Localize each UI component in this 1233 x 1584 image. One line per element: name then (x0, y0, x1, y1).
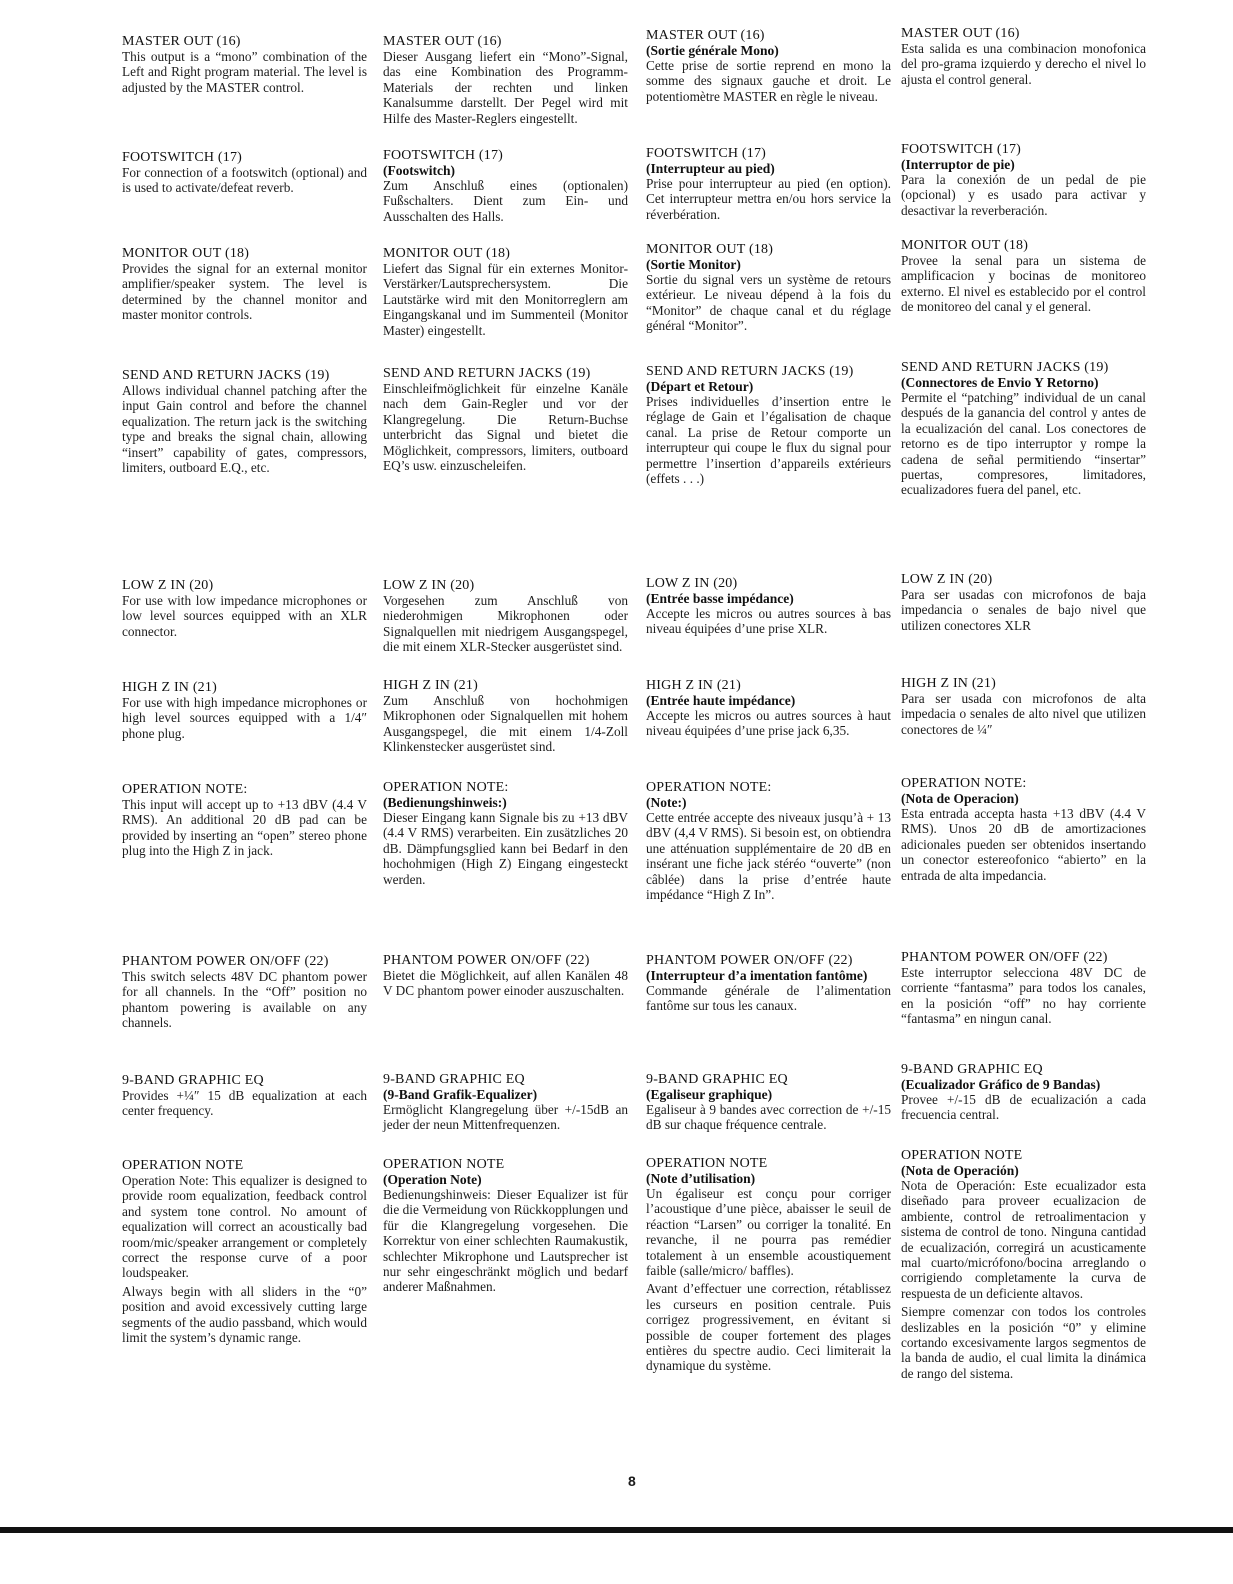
section-body: Egaliseur à 9 bandes avec correction de +/-15 dB sur chaque fréquence centrale. (646, 1102, 891, 1133)
section-body: Liefert das Signal für ein externes Monitor-Verstärker/Lautsprechersystem. Die Lautstärke wird mit den Monitorreglern am Eingangskanal und im Summenteil (Monitor Master) eingestellt. (383, 261, 628, 338)
section-phantom-power (901, 950, 1146, 1027)
section-body: This switch selects 48V DC phantom power for all channels. In the “Off” position no phantom powering is available on any channels. (122, 969, 367, 1031)
section-graphic-eq (383, 1072, 628, 1133)
section-title: PHANTOM POWER ON/OFF (22) (122, 954, 329, 969)
section-footswitch (122, 150, 367, 196)
section-title: SEND AND RETURN JACKS (19) (383, 366, 591, 381)
section-body: Allows individual channel patching after the input Gain control and before the channel equalization. The return jack is the switching type and breaks the signal chain, allowing “insert” capability of gates, compressors, limiters, outboard E.Q., etc. (122, 383, 367, 476)
section-graphic-eq (901, 1062, 1146, 1123)
section-body: Para ser usada con microfonos de alta impedacia o senales de alto nivel que utilizen conectores de ¼″ (901, 691, 1146, 737)
section-operation-note-1 (646, 780, 891, 902)
section-body: Provides +¼″ 15 dB equalization at each center frequency. (122, 1088, 367, 1119)
section-title: PHANTOM POWER ON/OFF (22) (646, 953, 853, 968)
section-title: MASTER OUT (16) (122, 34, 241, 49)
section-monitor-out (122, 246, 367, 323)
section-subtitle: (Entrée haute impédance) (646, 693, 796, 708)
section-master-out (646, 28, 891, 104)
section-low-z (646, 576, 891, 637)
section-title: 9-BAND GRAPHIC EQ (383, 1072, 525, 1087)
section-send-return (646, 364, 891, 486)
section-body: Un égaliseur est conçu pour corriger l’acoustique d’une pièce, abaisser le seuil de réaction “Larsen” ou corriger la tonalité. En revanche, il ne pourra pas remédier totalement à un ensemble acoustiquement faible (salle/micro/ baffles). (646, 1186, 891, 1279)
section-phantom-power (122, 954, 367, 1031)
section-title: MASTER OUT (16) (646, 28, 765, 43)
section-title: 9-BAND GRAPHIC EQ (901, 1062, 1043, 1077)
section-body: Provee la senal para un sistema de amplificacion y bocinas de monitoreo externo. El nivel es establecido por el control de monitoreo del canal y el general. (901, 253, 1146, 315)
section-send-return (122, 368, 367, 475)
section-body: Bietet die Möglichkeit, auf allen Kanälen 48 V DC phantom power einoder auszuschalten. (383, 968, 628, 999)
section-subtitle: (Nota de Operación) (901, 1163, 1019, 1178)
section-body: Accepte les micros ou autres sources à haut niveau équipées d’une prise jack 6,35. (646, 708, 891, 739)
section-title: LOW Z IN (20) (646, 576, 738, 591)
section-footswitch (901, 142, 1146, 218)
section-title: MASTER OUT (16) (383, 34, 502, 49)
section-operation-note-2 (901, 1148, 1146, 1381)
section-high-z (901, 676, 1146, 737)
section-operation-note-2 (122, 1158, 367, 1345)
section-title: OPERATION NOTE: (646, 780, 772, 795)
section-master-out (122, 34, 367, 95)
section-body: Permite el “patching” individual de un canal después de la ganancia del control y antes de la ecualización del canal. Los conectores de retorno es de tipo interruptor y rompe la cadena de señal permitiendo “insertar” puertas, compresores, limitadores, ecualizadores fuera del panel, etc. (901, 390, 1146, 498)
section-title: LOW Z IN (20) (122, 578, 214, 593)
section-title: OPERATION NOTE (383, 1157, 505, 1172)
section-title: SEND AND RETURN JACKS (19) (646, 364, 854, 379)
section-subtitle: (Départ et Retour) (646, 379, 754, 394)
section-title: HIGH Z IN (21) (901, 676, 996, 691)
section-body: Cette prise de sortie reprend en mono la somme des signaux gauche et droit. Le potentiomètre MASTER en règle le niveau. (646, 58, 891, 104)
section-monitor-out (383, 246, 628, 338)
section-body: Dieser Eingang kann Signale bis zu +13 dBV (4.4 V RMS) verarbeiten. Ein zusätzliches 20 dB. Dämpfungsglied kann bei Bedarf in den hochohmigen (High Z) Eingang eingesteckt werden. (383, 810, 628, 887)
section-title: PHANTOM POWER ON/OFF (22) (383, 953, 590, 968)
section-title: PHANTOM POWER ON/OFF (22) (901, 950, 1108, 965)
section-body: Esta entrada accepta hasta +13 dBV (4.4 V RMS). Unos 20 dB de amortizaciones adicionales pueden ser obtenidos insertando un conector estereofonico “abierto” en la entrada de alta impedancia. (901, 806, 1146, 883)
section-subtitle: (Note d’utilisation) (646, 1171, 756, 1186)
section-send-return (901, 360, 1146, 498)
section-subtitle: (Note:) (646, 795, 687, 810)
section-body: Provides the signal for an external monitor amplifier/speaker system. The level is determined by the channel monitor and master monitor controls. (122, 261, 367, 323)
section-title: SEND AND RETURN JACKS (19) (122, 368, 330, 383)
section-low-z (383, 578, 628, 655)
section-title: HIGH Z IN (21) (383, 678, 478, 693)
section-body: This output is a “mono” combination of the Left and Right program material. The level is adjusted by the MASTER control. (122, 49, 367, 95)
section-title: 9-BAND GRAPHIC EQ (646, 1072, 788, 1087)
section-body-2: Always begin with all sliders in the “0” position and avoid excessively cutting large segments of the audio passband, which would limit the system’s dynamic range. (122, 1283, 367, 1346)
section-phantom-power (383, 953, 628, 999)
section-operation-note-2 (646, 1156, 891, 1374)
section-subtitle: (Ecualizador Gráfico de 9 Bandas) (901, 1077, 1101, 1092)
section-subtitle: (Footswitch) (383, 163, 455, 178)
section-title: OPERATION NOTE: (901, 776, 1027, 791)
section-subtitle: (Nota de Operacion) (901, 791, 1019, 806)
section-operation-note-1 (383, 780, 628, 887)
section-body: This input will accept up to +13 dBV (4.4 V RMS). An additional 20 dB pad can be provided by inserting an “open” stereo phone plug into the High Z in jack. (122, 797, 367, 859)
section-body: For use with high impedance microphones or high level sources equipped with a 1/4″ phone plug. (122, 695, 367, 741)
section-title: HIGH Z IN (21) (646, 678, 741, 693)
section-title: LOW Z IN (20) (901, 572, 993, 587)
bottom-rule (0, 1527, 1233, 1533)
section-body: Vorgesehen zum Anschluß von niederohmigen Mikrophonen oder Signalquellen mit niedrigem Ausgangspegel, die mit einem XLR-Stecker ausgerüstet sind. (383, 593, 628, 655)
section-body: Einschleifmöglichkeit für einzelne Kanäle nach dem Gain-Regler und vor der Klangregelung. Die Return-Buchse unterbricht das Signal und bietet die Möglichkeit, compressors, limiters, outboard EQ’s usw. einzuscheleifen. (383, 381, 628, 474)
section-body-2: Siempre comenzar con todos los controles deslizables en la posición “0” y elimine cortando excesivamente largos segmentos de la banda de audio, el cual limita la dinámica de rango del sistema. (901, 1304, 1146, 1381)
section-footswitch (646, 146, 891, 222)
section-phantom-power (646, 953, 891, 1014)
section-body: Dieser Ausgang liefert ein “Mono”-Signal, das eine Kombination des Programm-Materials der rechten und linken Kanalsumme darstellt. Der Pegel wird mit Hilfe des Master-Reglers eingestellt. (383, 49, 628, 126)
section-title: OPERATION NOTE (122, 1158, 244, 1173)
section-subtitle: (Sortie Monitor) (646, 257, 741, 272)
section-low-z (901, 572, 1146, 633)
section-operation-note-1 (901, 776, 1146, 883)
section-master-out (901, 26, 1146, 87)
section-high-z (122, 680, 367, 741)
section-body: Esta salida es una combinacion monofonica del pro-grama izquierdo y derecho el nivel lo ajusta el control general. (901, 41, 1146, 87)
section-subtitle: (Egaliseur graphique) (646, 1087, 773, 1102)
section-subtitle: (Connectores de Envio Y Retorno) (901, 375, 1099, 390)
section-monitor-out (646, 242, 891, 334)
section-subtitle: (Interrupteur au pied) (646, 161, 775, 176)
section-graphic-eq (122, 1073, 367, 1119)
section-body: Sortie du signal vers un système de retours extérieur. Le niveau dépend à la fois du “Monitor” de chaque canal et du réglage général “Monitor”. (646, 272, 891, 334)
section-body: Este interruptor selecciona 48V DC de corriente “fantasma” para todos los canales, en la posición “off” no hay corriente “fantasma” en ningun canal. (901, 965, 1146, 1027)
section-title: 9-BAND GRAPHIC EQ (122, 1073, 264, 1088)
section-title: FOOTSWITCH (17) (122, 150, 243, 165)
section-operation-note-1 (122, 782, 367, 859)
section-title: FOOTSWITCH (17) (383, 148, 504, 163)
section-title: OPERATION NOTE: (122, 782, 248, 797)
section-body: Prises individuelles d’insertion entre le réglage de Gain et l’égalisation de chaque canal. La prise de Retour comporte un interrupteur qui coupe le flux du signal pour permettre l’insertion d’appareils extérieurs (effets . . .) (646, 394, 891, 487)
section-body: Operation Note: This equalizer is designed to provide room equalization, feedback control and system tone control. No amount of equalization will correct an acoustically bad room/mic/speaker arrangement or completely correct the response curve of a poor loudspeaker. (122, 1173, 367, 1281)
section-body: Commande générale de l’alimentation fantôme sur tous les canaux. (646, 983, 891, 1014)
section-body: Prise pour interrupteur au pied (en option). Cet interrupteur mettra en/ou hors service la réverbération. (646, 176, 891, 222)
section-body: Zum Anschluß eines (optionalen) Fußschalters. Dient zum Ein- und Ausschalten des Halls. (383, 178, 628, 224)
section-body: For use with low impedance microphones or low level sources equipped with an XLR connector. (122, 593, 367, 639)
section-high-z (383, 678, 628, 755)
section-title: MASTER OUT (16) (901, 26, 1020, 41)
section-body: Nota de Operación: Este ecualizador esta diseñado para proveer ecualizacion de ambiente, control de retroalimentacion y sistema de control de tono. Ninguna cantidad de ecualización, corregirá un acusticamente mal cuarto/micrófono/bocina arreglando o corrigiendo completamente la curva de respuesta de un deficiente altavos. (901, 1178, 1146, 1301)
section-body: Ermöglicht Klangregelung über +/-15dB an jeder der neun Mittenfrequenzen. (383, 1102, 628, 1133)
section-high-z (646, 678, 891, 739)
section-graphic-eq (646, 1072, 891, 1133)
section-body-2: Avant d’effectuer une correction, rétablissez les curseurs en position centrale. Puis corrigez progressivement, en évitant si possible de couper fortement des plages entières du spectre audio. Ceci limiterait la dynamique du système. (646, 1281, 891, 1374)
section-subtitle: (Entrée basse impédance) (646, 591, 794, 606)
section-subtitle: (Bedienungshinweis:) (383, 795, 507, 810)
section-body: For connection of a footswitch (optional) and is used to activate/defeat reverb. (122, 165, 367, 196)
section-title: MONITOR OUT (18) (122, 246, 250, 261)
section-body: Zum Anschluß von hochohmigen Mikrophonen oder Signalquellen mit hohem Ausgangspegel, die mit einem 1/4-Zoll Klinkenstecker ausgerüstet sind. (383, 693, 628, 755)
page-number: 8 (628, 1473, 636, 1489)
section-body: Para la conexión de un pedal de pie (opcional) y es usado para activar y desactivar la reverberación. (901, 172, 1146, 218)
section-title: OPERATION NOTE (901, 1148, 1023, 1163)
section-body: Accepte les micros ou autres sources à bas niveau équipées d’une prise XLR. (646, 606, 891, 637)
section-body: Bedienungshinweis: Dieser Equalizer ist für die die Vermeidung von Rückkopplungen und für die Klangregelung vorgesehen. Die Korrektur von einer schlechten Raumakustik, schlechter Mikrophone und Lautsprecher ist nur sehr eingeschränkt möglich und bedarf anderer Maßnahmen. (383, 1187, 628, 1295)
section-subtitle: (9-Band Grafik-Equalizer) (383, 1087, 538, 1102)
section-subtitle: (Interrupteur d’a imentation fantôme) (646, 968, 868, 983)
section-title: MONITOR OUT (18) (901, 238, 1029, 253)
section-title: OPERATION NOTE: (383, 780, 509, 795)
section-footswitch (383, 148, 628, 224)
section-body: Para ser usadas con microfonos de baja impedancia o senales de bajo nivel que utilizen conectores XLR (901, 587, 1146, 633)
section-master-out (383, 34, 628, 126)
section-subtitle: (Operation Note) (383, 1172, 482, 1187)
section-title: LOW Z IN (20) (383, 578, 475, 593)
section-monitor-out (901, 238, 1146, 315)
section-title: MONITOR OUT (18) (646, 242, 774, 257)
section-subtitle: (Sortie générale Mono) (646, 43, 779, 58)
section-title: FOOTSWITCH (17) (646, 146, 767, 161)
section-title: HIGH Z IN (21) (122, 680, 217, 695)
section-operation-note-2 (383, 1157, 628, 1295)
section-title: FOOTSWITCH (17) (901, 142, 1022, 157)
section-title: SEND AND RETURN JACKS (19) (901, 360, 1109, 375)
section-subtitle: (Interruptor de pie) (901, 157, 1015, 172)
section-body: Cette entrée accepte des niveaux jusqu’à + 13 dBV (4,4 V RMS). Si besoin est, on obtiendra une atténuation supplémentaire de 20 dB en insérant une fiche jack stéréo “ouverte” (non câblée) dans la prise d’entrée haute impédance “High Z In”. (646, 810, 891, 903)
section-title: MONITOR OUT (18) (383, 246, 511, 261)
section-send-return (383, 366, 628, 473)
section-low-z (122, 578, 367, 639)
section-title: OPERATION NOTE (646, 1156, 768, 1171)
section-body: Provee +/-15 dB de ecualización a cada frecuencia central. (901, 1092, 1146, 1123)
